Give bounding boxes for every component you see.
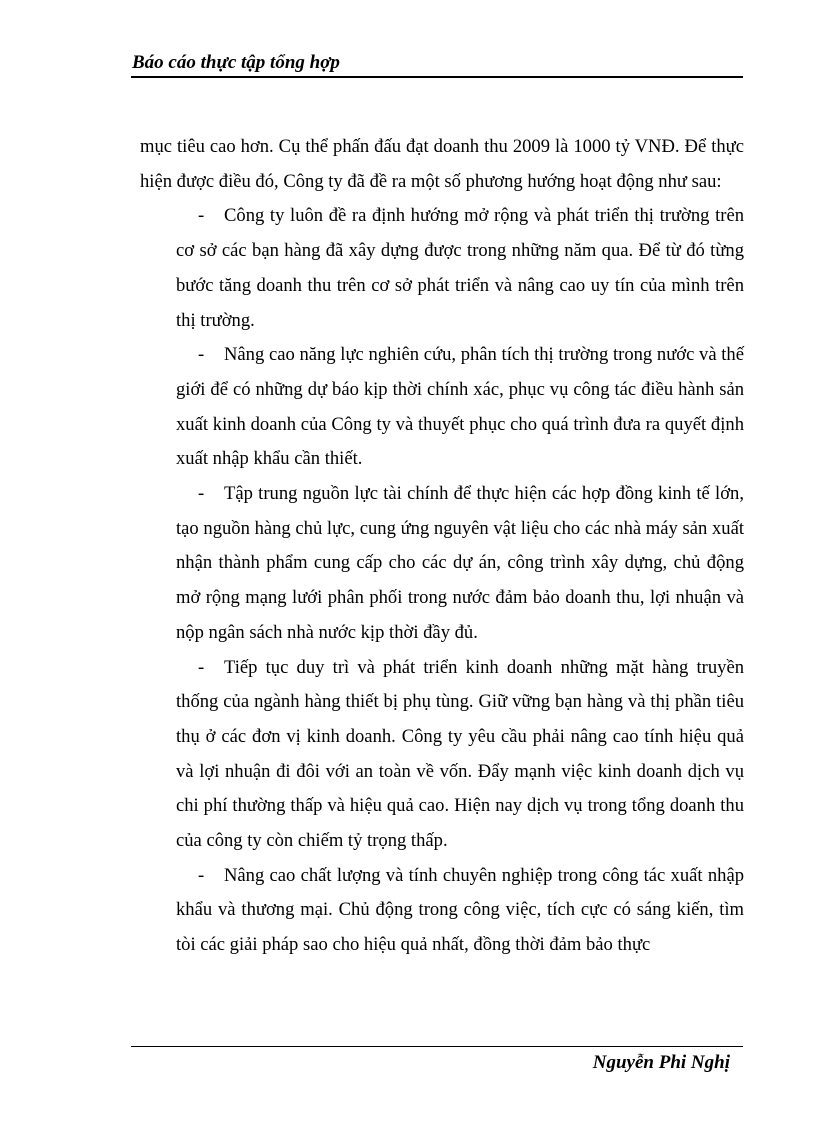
bullet-item-2 — [140, 338, 744, 477]
footer-author-name: Nguyễn Phi Nghị — [592, 1052, 730, 1073]
header-divider — [131, 76, 743, 78]
bullet-dash: - — [198, 483, 205, 505]
bullet-item-5 — [140, 859, 744, 963]
page-header-title: Báo cáo thực tập tổng hợp — [132, 52, 340, 73]
bullet-text-3: Tập trung nguồn lực tài chính để thực hiện các hợp đồng kinh tế lớn, tạo nguồn hàng chủ lực, cung ứng nguyên vật liệu cho các nhà máy sản xuất nhận thành phẩm cung cấp cho các dự án, công trình xây dựng, chủ động mở rộng mạng lưới phân phối trong nước đảm bảo doanh thu, lợi nhuận và nộp ngân sách nhà nước kịp thời đầy đủ. — [176, 483, 744, 643]
bullet-item-1 — [140, 199, 744, 338]
bullet-text-5: Nâng cao chất lượng và tính chuyên nghiệp trong công tác xuất nhập khẩu và thương mại. Chủ động trong công việc, tích cực có sáng kiến, tìm tòi các giải pháp sao cho hiệu quả nhất, đồng thời đảm bảo thực — [176, 864, 744, 956]
bullet-item-4 — [140, 651, 744, 859]
bullet-text-4: Tiếp tục duy trì và phát triển kinh doanh những mặt hàng truyền thống của ngành hàng thiết bị phụ tùng. Giữ vững bạn hàng và thị phần tiêu thụ ở các đơn vị kinh doanh. Công ty yêu cầu phải nâng cao tính hiệu quả và lợi nhuận đi đôi với an toàn về vốn. Đẩy mạnh việc kinh doanh dịch vụ chi phí thường thấp và hiệu quả cao. Hiện nay dịch vụ trong tổng doanh thu của công ty còn chiếm tỷ trọng thấp. — [176, 656, 744, 852]
bullet-dash: - — [198, 344, 205, 366]
bullet-dash: - — [198, 864, 205, 886]
bullet-item-3 — [140, 477, 744, 651]
bullet-dash: - — [198, 205, 205, 227]
bullet-text-1: Công ty luôn đề ra định hướng mở rộng và phát triển thị trường trên cơ sở các bạn hàng đã xây dựng được trong những năm qua. Để từ đó từng bước tăng doanh thu trên cơ sở phát triển và nâng cao uy tín của mình trên thị trường. — [176, 205, 744, 331]
document-body — [140, 130, 744, 963]
footer-divider — [131, 1046, 743, 1047]
bullet-dash: - — [198, 656, 205, 678]
bullet-text-2: Nâng cao năng lực nghiên cứu, phân tích thị trường trong nước và thế giới để có những dự báo kịp thời chính xác, phục vụ công tác điều hành sản xuất kinh doanh của Công ty và thuyết phục cho quá trình đưa ra quyết định xuất nhập khẩu cần thiết. — [176, 344, 744, 470]
intro-paragraph: mục tiêu cao hơn. Cụ thể phấn đấu đạt doanh thu 2009 là 1000 tỷ VNĐ. Để thực hiện được điều đó, Công ty đã đề ra một số phương hướng hoạt động như sau: — [140, 136, 744, 192]
